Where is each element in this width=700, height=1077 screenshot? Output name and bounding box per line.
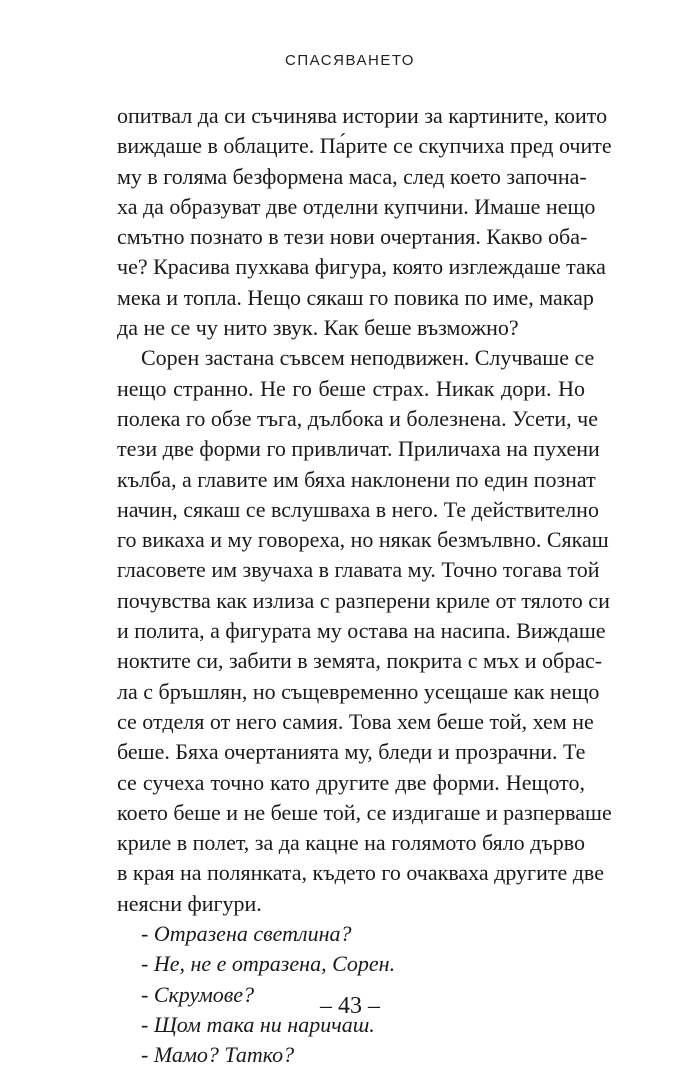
text-line: криле в полет, за да кацне на голямото бяло дърво: [117, 830, 585, 856]
page-number: – 43 –: [320, 993, 380, 1019]
running-head: СПАСЯВАНЕТО: [285, 52, 415, 69]
dialogue-text: Скрумове?: [153, 981, 255, 1007]
dialogue-dash: -: [141, 1042, 154, 1068]
text-line: му в голяма безформена маса, след което започна-: [117, 163, 587, 189]
text-line: ха да образуват две отделни купчини. Имаше нещо: [117, 193, 596, 219]
text-line: го викаха и му говореха, но някак безмълвно. Сякаш: [117, 527, 609, 553]
dialogue-text: Щом така ни наричаш.: [153, 1011, 375, 1037]
dialogue-line: [117, 1040, 585, 1070]
text-line: тези две форми го привличат. Приличаха на пухени: [117, 436, 600, 462]
text-line: и полита, а фигурата му остава на насипа. Виждаше: [117, 618, 606, 644]
dialogue-text: Отразена светлина?: [153, 921, 352, 947]
text-line: нещо странно. Не го беше страх. Никак дори. Но: [117, 375, 585, 401]
text-line: опитвал да си съчинява истории за картините, които: [117, 103, 608, 128]
text-line: се отделя от него самия. Това хем беше той, хем не: [117, 708, 594, 734]
text-line: гласовете им звучаха в главата му. Точно тогава той: [117, 557, 600, 583]
dialogue-dash: -: [141, 951, 154, 977]
text-line: кълба, а главите им бяха наклонени по един познат: [117, 466, 596, 492]
dialogue-text: Не, не е отразена, Сорен.: [153, 951, 396, 977]
text-line: че? Красива пухкава фигура, която изглеждаше така: [117, 254, 606, 280]
paragraph-2: [117, 343, 612, 919]
dialogue-dash: -: [141, 921, 154, 947]
text-line: ноктите си, забити в земята, покрита с мъх и обрас-: [117, 648, 603, 674]
dialogue-line: [117, 949, 585, 979]
text-line: да не се чу нито звук. Как беше възможно?: [117, 315, 519, 341]
text-line: се сучеха точно като другите две форми. Нещото,: [117, 769, 585, 795]
text-line: неясни фигури.: [117, 890, 262, 916]
text-line: в края на полянката, където го очакваха другите две: [117, 860, 604, 886]
text-line: виждаше в облаците. Па́рите се скупчиха пред очите: [117, 133, 612, 159]
text-line: беше. Бяха очертанията му, бледи и прозрачни. Те: [117, 739, 586, 765]
text-line: почувства как излиза с разперени криле от тялото си: [117, 587, 610, 613]
body-text: [117, 101, 612, 1071]
dialogue-line: [117, 919, 585, 949]
text-line: смътно познато в тези нови очертания. Какво оба-: [117, 224, 588, 250]
text-line: начин, сякаш се вслушваха в него. Те действително: [117, 496, 599, 522]
dialogue-dash: -: [141, 1011, 154, 1037]
text-line: Сорен застана съвсем неподвижен. Случваше се: [141, 345, 595, 371]
text-line: полека го обзе тъга, дълбока и болезнена. Усети, че: [117, 405, 599, 431]
text-line: мека и топла. Нещо сякаш го повика по име, макар: [117, 284, 594, 310]
paragraph-1: [117, 101, 612, 343]
text-line: което беше и не беше той, се издигаше и разперваше: [117, 799, 612, 825]
dialogue-text: Мамо? Татко?: [153, 1042, 295, 1068]
dialogue-dash: -: [141, 981, 154, 1007]
text-line: ла с бръшлян, но същевременно усещаше как нещо: [117, 678, 600, 704]
